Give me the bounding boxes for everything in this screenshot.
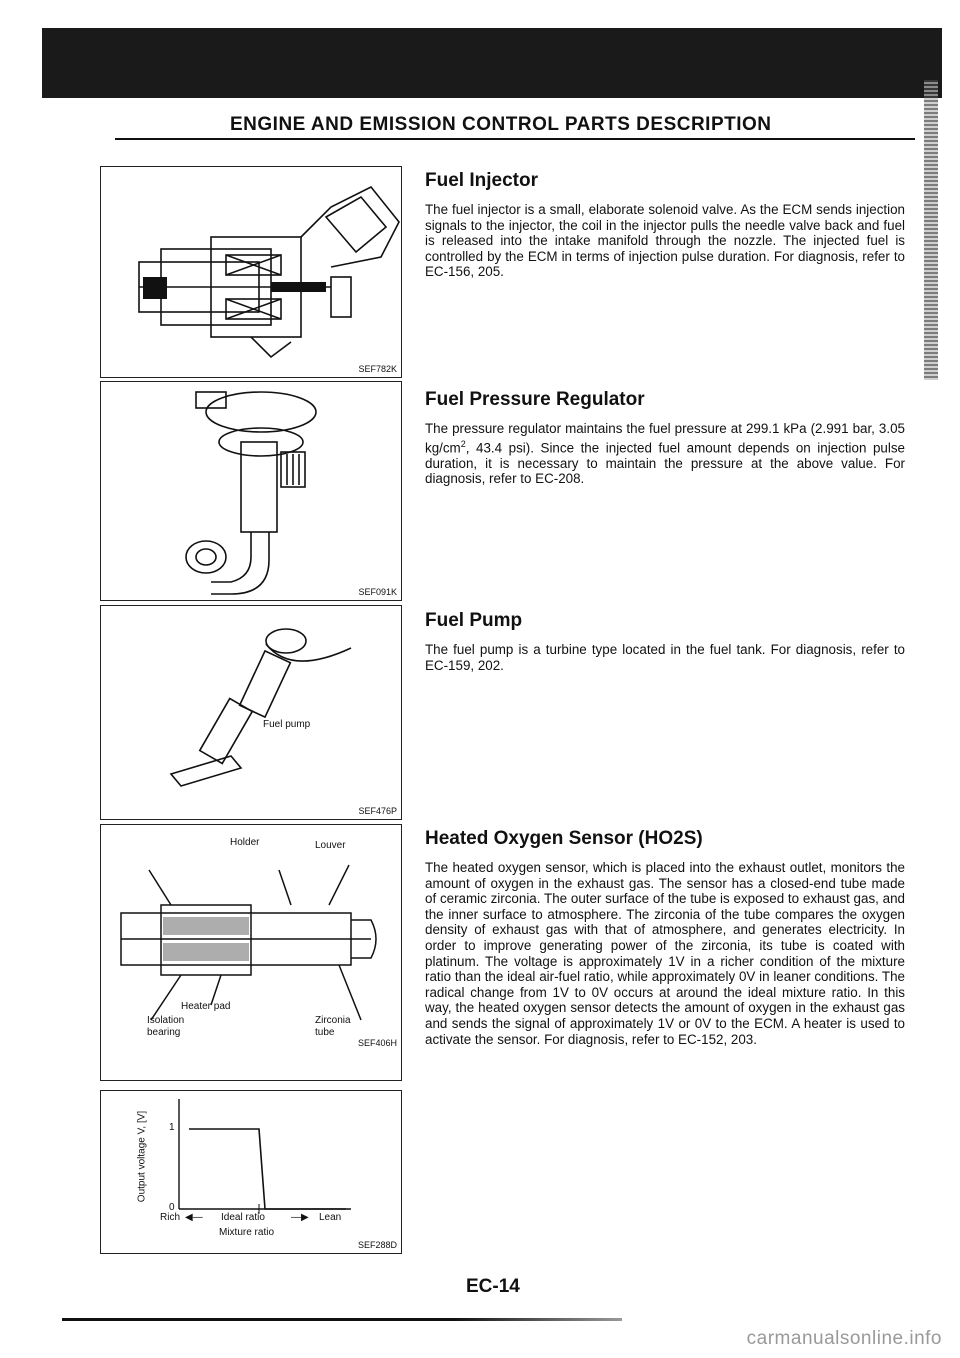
oxygen-sensor-illustration (101, 825, 401, 1080)
pressure-regulator-illustration (101, 382, 401, 600)
section-heading: Heated Oxygen Sensor (HO2S) (425, 828, 703, 849)
figure-fuel-pump (100, 605, 402, 820)
section-fuel-pump (425, 610, 905, 673)
section-heading: Fuel Injector (425, 170, 538, 191)
section-heading: Fuel Pump (425, 610, 523, 631)
section-heading: Fuel Pressure Regulator (425, 389, 645, 410)
figure-code: SEF288D (357, 1240, 397, 1250)
x-tick-lean: Lean (319, 1212, 342, 1223)
figure-voltage-graph (100, 1090, 402, 1254)
footer-rule (62, 1318, 622, 1321)
section-body: The heated oxygen sensor, which is placed into the exhaust outlet, monitors the amount of oxygen in the exhaust gas. The sensor has a closed-end tube made of ceramic zirconia. The outer surface of the tube is exposed to exhaust gas, and the inner surface to atmosphere. The zirconia of the tube compares the oxygen density of exhaust gas with that of atmosphere, and generates electricity. In order to improve generating power of the zirconia, its tube is coated with platinum. The voltage is approximately 1V in a richer condition of the mixture ratio than the ideal air-fuel ratio, while approximately 0V in leaner conditions. The radical change from 1V to 0V occurs at around the ideal mixture ratio. In this way, the heated oxygen sensor detects the amount of oxygen in the exhaust gas and sends the signal of approximately 1V or 0V to the ECM. A heater is used to activate the sensor. For diagnosis, refer to EC-152, 203. (425, 860, 905, 1047)
header-rule (115, 138, 915, 140)
section-body: The fuel injector is a small, elaborate solenoid valve. As the ECM sends injection signals to the injector, the coil in the injector pulls the needle valve back and fuel is released into the intake manifold through the nozzle. The injected fuel is controlled by the ECM in terms of injection pulse duration. For diagnosis, refer to EC-156, 205. (425, 202, 905, 280)
x-tick-ideal: Ideal ratio (221, 1212, 265, 1223)
scan-edge-artifact (924, 80, 938, 380)
fuel-pump-label: Fuel pump (263, 719, 311, 730)
page-number: EC-14 (466, 1276, 520, 1297)
series-line-output-voltage (189, 1129, 346, 1209)
y-tick-1: 1 (169, 1122, 175, 1133)
rich-arrow: ◀— (185, 1212, 203, 1223)
body-part-a: The pressure regulator maintains the fuel pressure at 299.1 kPa (2.991 bar, 3.05 kg/cm (425, 421, 905, 456)
x-tick-rich: Rich (160, 1212, 181, 1223)
label-holder: Holder (230, 837, 260, 848)
label-zirconia: Zirconia (315, 1015, 351, 1026)
label-isolation: Isolation (147, 1015, 185, 1026)
label-tube: tube (315, 1027, 335, 1038)
superscript: 2 (460, 438, 466, 449)
label-bearing: bearing (147, 1027, 181, 1038)
figure-fuel-injector (100, 166, 402, 378)
section-body: The fuel pump is a turbine type located in the fuel tank. For diagnosis, refer to EC-159, 202. (425, 642, 905, 673)
label-louver: Louver (315, 840, 346, 851)
section-fuel-injector (425, 170, 905, 280)
figure-code: SEF476P (358, 806, 397, 816)
body-part-b: , 43.4 psi). Since the injected fuel amount depends on injection pulse duration, it is necessary to maintain the pressure at the above value. For diagnosis, refer to EC-208. (425, 440, 905, 487)
section-pressure-regulator (425, 389, 905, 487)
label-heater-pad: Heater pad (181, 1001, 231, 1012)
page-header-title: ENGINE AND EMISSION CONTROL PARTS DESCRIPTION (230, 114, 772, 135)
watermark: carmanualsonline.info (746, 1328, 942, 1349)
figure-code: SEF091K (358, 587, 397, 597)
y-tick-0: 0 (169, 1202, 175, 1213)
fuel-injector-illustration (101, 167, 401, 377)
section-body (425, 421, 905, 487)
figure-pressure-regulator (100, 381, 402, 601)
x-axis-label: Mixture ratio (219, 1227, 275, 1238)
top-banner (42, 28, 942, 98)
fuel-pump-illustration (101, 606, 401, 819)
figure-code: SEF782K (358, 364, 397, 374)
section-oxygen-sensor (425, 828, 905, 1047)
figure-oxygen-sensor (100, 824, 402, 1081)
y-axis-label: Output voltage V, [V] (136, 1110, 148, 1203)
figure-code: SEF406H (357, 1038, 397, 1048)
lean-arrow: —▶ (291, 1212, 309, 1223)
